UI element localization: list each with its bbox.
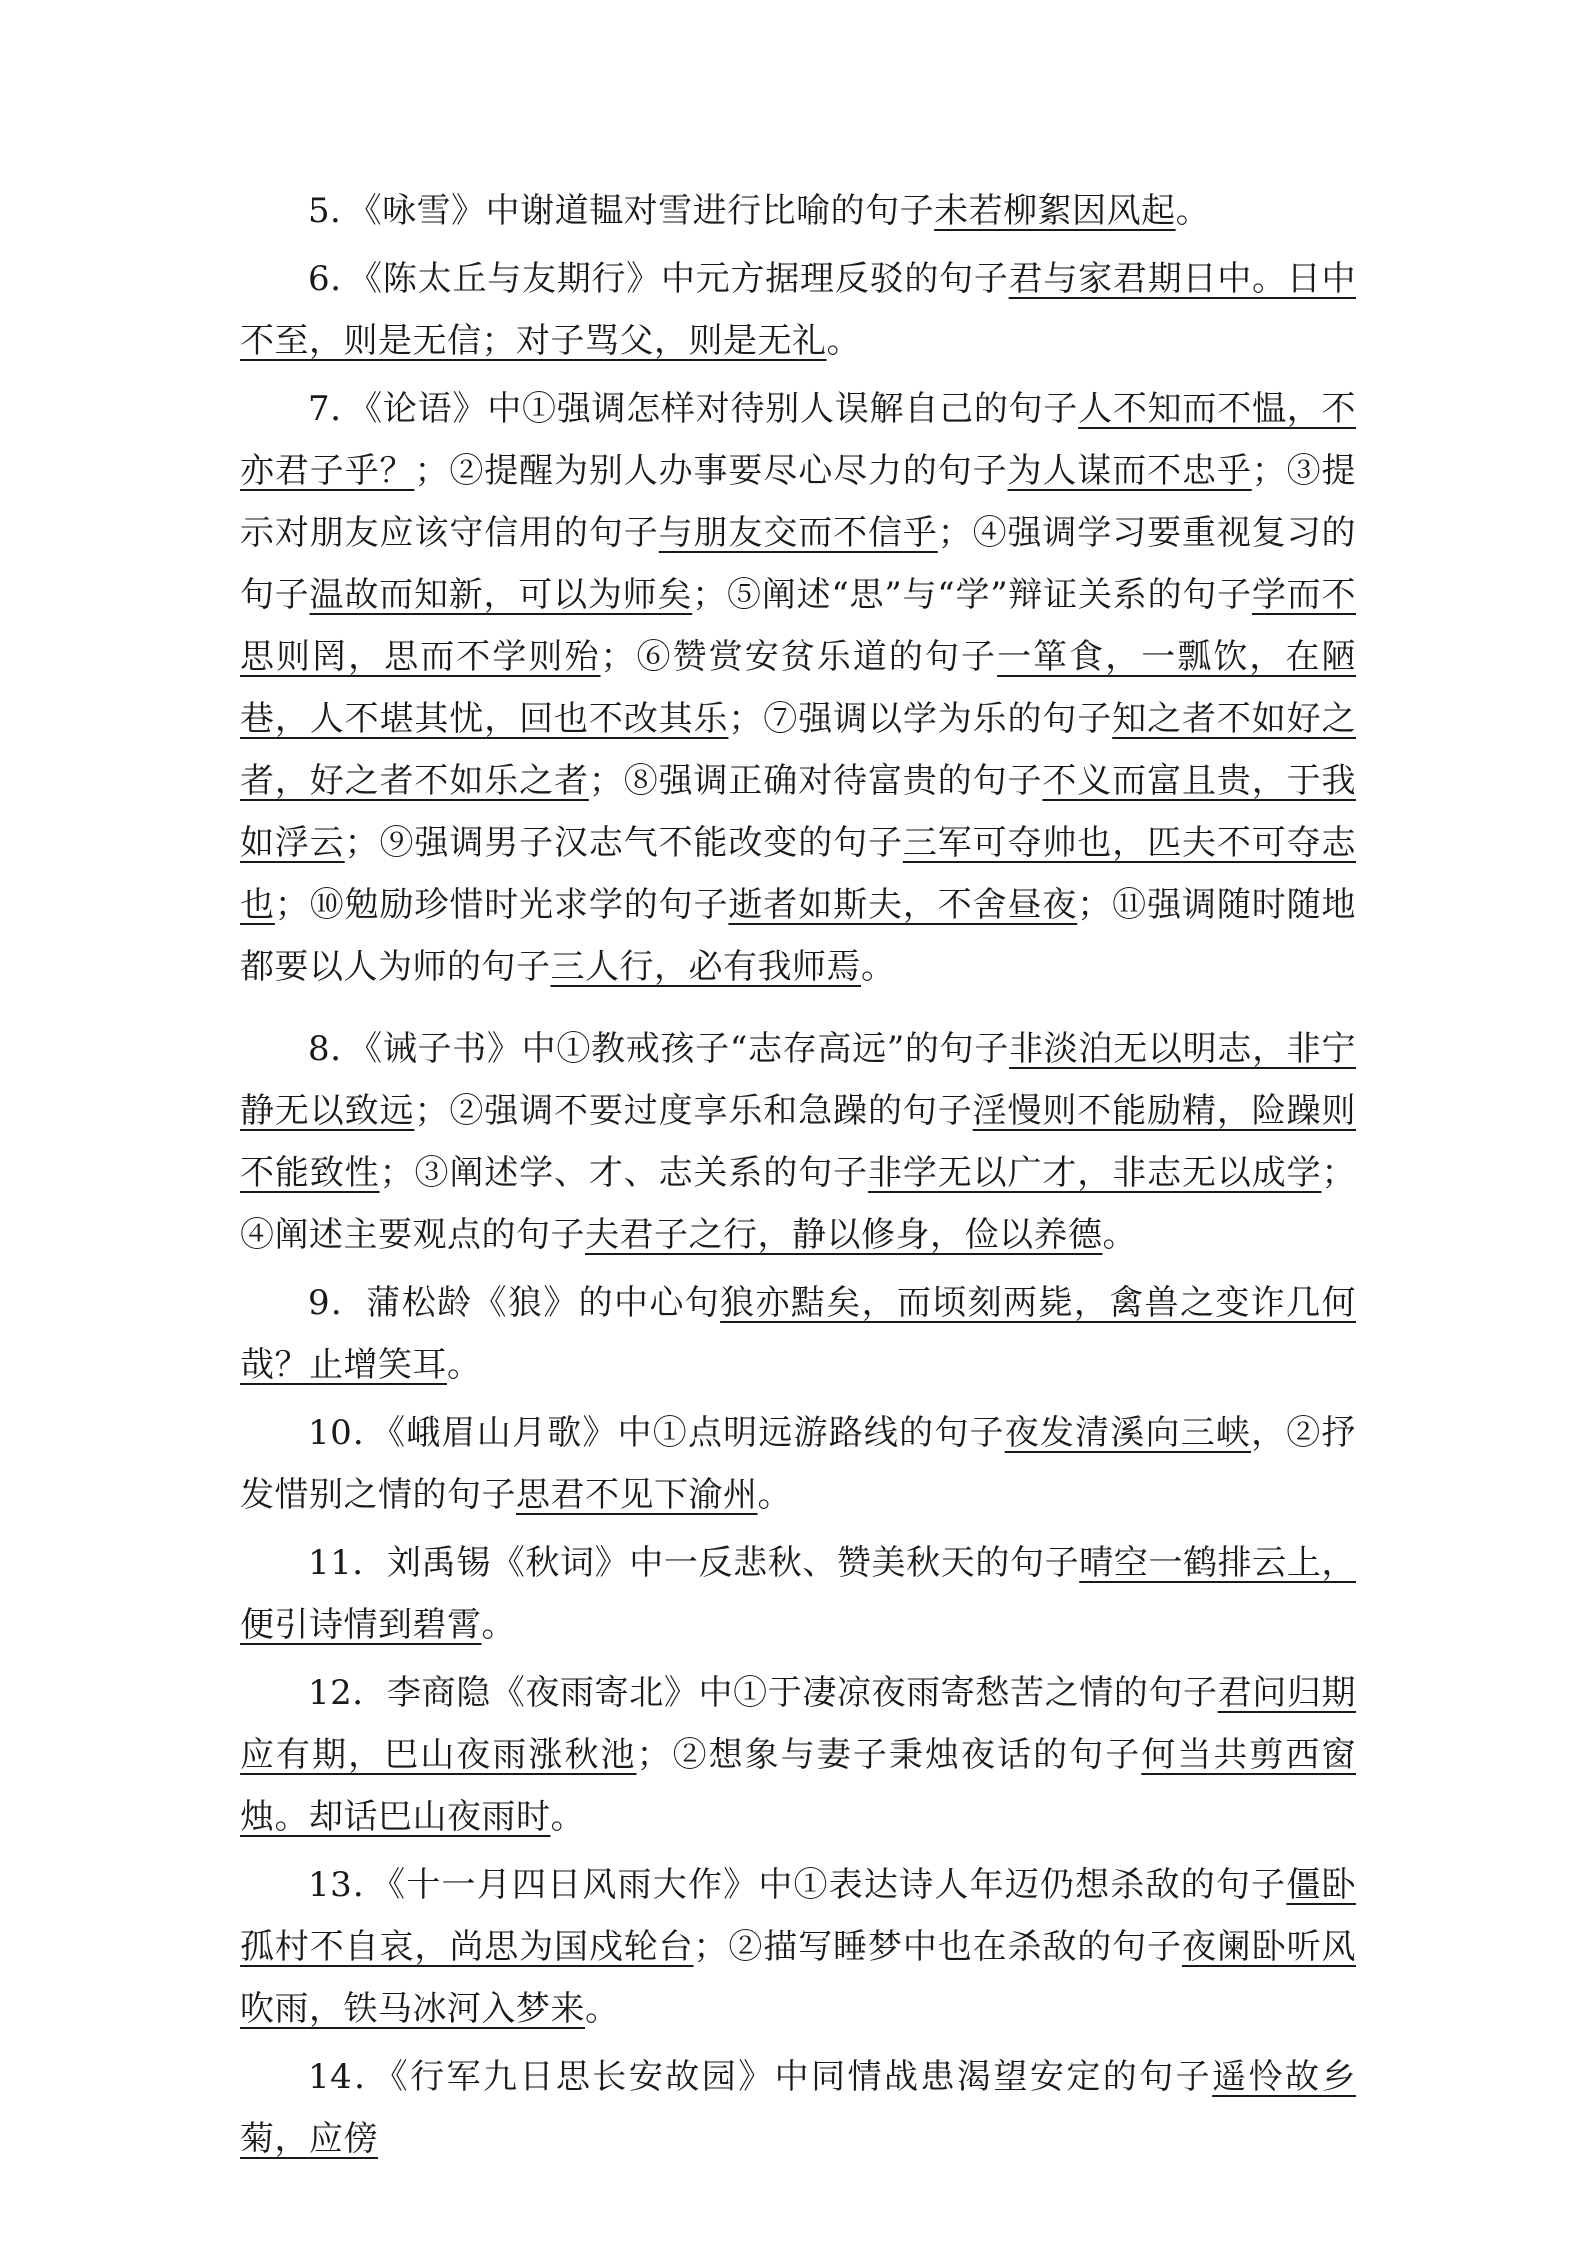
answer-text: 温故而知新，可以为师矣 <box>309 575 693 615</box>
prompt-text: ；③阐述学、才、志关系的句子 <box>379 1153 868 1193</box>
answer-text: 知之者不如好之者，好之者不如乐之者 <box>240 699 1357 801</box>
answer-text: 一箪食，一瓢饮，在陋巷，人不堪其忧，回也不改其乐 <box>240 637 1357 739</box>
prompt-text: 8．《诫子书》中①教戒孩子“志存高远”的句子 <box>308 1029 1010 1069</box>
prompt-text: 11．刘禹锡《秋词》中一反悲秋、赞美秋天的句子 <box>308 1543 1080 1583</box>
answer-text: 夫君子之行，静以修身，俭以养德 <box>585 1215 1103 1255</box>
answer-text: 遥怜故乡菊，应傍 <box>240 2057 1357 2159</box>
answer-text: 何当共剪西窗烛。却话巴山夜雨时 <box>240 1735 1357 1837</box>
answer-text: 学而不思则罔，思而不学则殆 <box>240 575 1357 677</box>
prompt-text: ；⑦强调以学为乐的句子 <box>728 699 1113 739</box>
prompt-text: ；②想象与妻子秉烛夜话的句子 <box>636 1735 1142 1775</box>
answer-text: 君问归期应有期，巴山夜雨涨秋池 <box>240 1673 1357 1775</box>
prompt-text: ；②强调不要过度享乐和急躁的句子 <box>414 1091 973 1131</box>
prompt-text: 。 <box>447 1345 482 1385</box>
question-7 <box>240 378 1356 998</box>
answer-text: 逝者如斯夫，不舍昼夜 <box>728 885 1078 925</box>
answer-text: 与朋友交而不信乎 <box>658 513 938 553</box>
answer-text: 淫慢则不能励精，险躁则不能致性 <box>240 1091 1357 1193</box>
answer-text: 未若柳絮因风起 <box>934 191 1176 231</box>
prompt-text: 。 <box>481 1605 516 1645</box>
answer-text: 非淡泊无以明志，非宁静无以致远 <box>240 1029 1356 1131</box>
question-6 <box>240 248 1356 372</box>
prompt-text: ；⑤阐述“思”与“学”辩证关系的句子 <box>692 575 1252 615</box>
question-13 <box>240 1854 1356 2040</box>
question-10 <box>240 1402 1356 1526</box>
prompt-text: ；④强调学习要重视复习的句子 <box>240 513 1357 615</box>
answer-text: 狼亦黠矣，而顷刻两毙，禽兽之变诈几何哉？止增笑耳 <box>240 1283 1356 1385</box>
prompt-text: 5．《咏雪》中谢道韫对雪进行比喻的句子 <box>308 191 935 231</box>
prompt-text: 。 <box>1102 1215 1137 1255</box>
question-14 <box>240 2046 1356 2170</box>
prompt-text: 。 <box>861 947 896 987</box>
answer-text: 夜阑卧听风吹雨，铁马冰河入梦来 <box>240 1927 1357 2029</box>
prompt-text: ；⑨强调男子汉志气不能改变的句子 <box>344 823 903 863</box>
prompt-text: 14．《行军九日思长安故园》中同情战患渴望安定的句子 <box>308 2057 1213 2097</box>
prompt-text: 6．《陈太丘与友期行》中元方据理反驳的句子 <box>308 259 1009 299</box>
prompt-text: ，②抒发惜别之情的句子 <box>240 1413 1357 1515</box>
prompt-text: 10．《峨眉山月歌》中①点明远游路线的句子 <box>308 1413 1005 1453</box>
prompt-text: ；④阐述主要观点的句子 <box>240 1153 1357 1255</box>
prompt-text: 9．蒲松龄《狼》的中心句 <box>308 1283 721 1323</box>
prompt-text: 12．李商隐《夜雨寄北》中①于凄凉夜雨寄愁苦之情的句子 <box>308 1673 1218 1713</box>
prompt-text: ；⑧强调正确对待富贵的句子 <box>588 761 1043 801</box>
question-9 <box>240 1272 1356 1396</box>
prompt-text: ；②描写睡梦中也在杀敌的句子 <box>693 1927 1182 1967</box>
prompt-text: ；⑥赞赏安贫乐道的句子 <box>600 637 998 677</box>
answer-text: 人不知而不愠，不亦君子乎？ <box>240 389 1356 491</box>
question-8 <box>240 1018 1356 1266</box>
prompt-text: ；③提示对朋友应该守信用的句子 <box>240 451 1357 553</box>
prompt-text: ；②提醒为别人办事要尽心尽力的句子 <box>414 451 1008 491</box>
answer-text: 不义而富且贵，于我如浮云 <box>240 761 1357 863</box>
answer-text: 夜发清溪向三峡 <box>1004 1413 1252 1453</box>
prompt-text: 7．《论语》中①强调怎样对待别人误解自己的句子 <box>308 389 1079 429</box>
question-11 <box>240 1532 1356 1656</box>
prompt-text: 。 <box>826 321 861 361</box>
prompt-text: 。 <box>550 1797 585 1837</box>
answer-text: 君与家君期日中。日中不至，则是无信；对子骂父，则是无礼 <box>240 259 1356 361</box>
answer-text: 非学无以广才，非志无以成学 <box>867 1153 1322 1193</box>
answer-text: 三军可夺帅也，匹夫不可夺志也 <box>240 823 1357 925</box>
answer-text: 为人谋而不忠乎 <box>1007 451 1252 491</box>
answer-text: 晴空一鹤排云上，便引诗情到碧霄 <box>240 1543 1356 1645</box>
question-5 <box>240 180 1356 242</box>
prompt-text: 13．《十一月四日风雨大作》中①表达诗人年迈仍想杀敌的句子 <box>308 1865 1287 1905</box>
answer-text: 僵卧孤村不自哀，尚思为国戍轮台 <box>240 1865 1357 1967</box>
question-list <box>240 180 1356 2176</box>
question-12 <box>240 1662 1356 1848</box>
answer-text: 思君不见下渝州 <box>516 1475 758 1515</box>
prompt-text: 。 <box>1175 191 1211 231</box>
prompt-text: ；⑪强调随时随地都要以人为师的句子 <box>240 885 1357 987</box>
prompt-text: 。 <box>757 1475 792 1515</box>
prompt-text: ；⑩勉励珍惜时光求学的句子 <box>274 885 729 925</box>
prompt-text: 。 <box>585 1989 620 2029</box>
answer-text: 三人行，必有我师焉 <box>550 947 861 987</box>
